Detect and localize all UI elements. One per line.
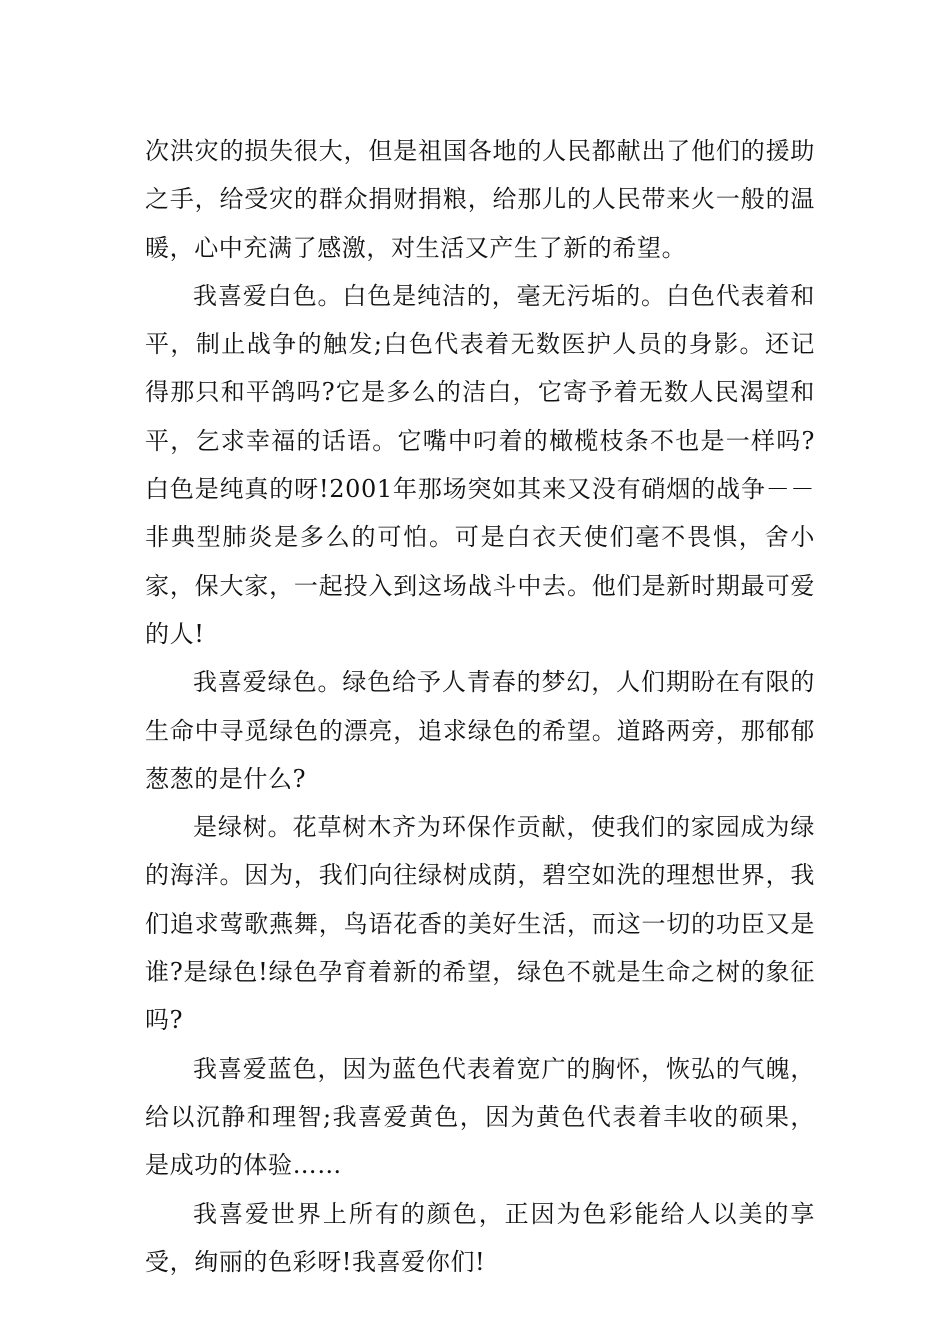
paragraph-green-trees: 是绿树。花草树木齐为环保作贡献，使我们的家园成为绿的海洋。因为，我们向往绿树成荫，碧空如洗的理想世界，我们追求莺歌燕舞，鸟语花香的美好生活，而这一切的功臣又是谁?是绿色!绿色孕育着新的希望，绿色不就是生命之树的象征吗? (145, 813, 815, 1035)
paragraph-green: 我喜爱绿色。绿色给予人青春的梦幻，人们期盼在有限的生命中寻觅绿色的漂亮，追求绿色的希望。道路两旁，那郁郁葱葱的是什么? (145, 668, 815, 793)
paragraph-blue-yellow: 我喜爱蓝色，因为蓝色代表着宽广的胸怀，恢弘的气魄，给以沉静和理智;我喜爱黄色，因为黄色代表着丰收的硕果，是成功的体验…… (145, 1054, 815, 1180)
paragraph-white: 我喜爱白色。白色是纯洁的，毫无污垢的。白色代表着和平，制止战争的触发;白色代表着无数医护人员的身影。还记得那只和平鸽吗?它是多么的洁白，它寄予着无数人民渴望和平，乞求幸福的话语。它嘴中叼着的橄榄枝条不也是一样吗?白色是纯真的呀!2001年那场突如其来又没有硝烟的战争－－非典型肺炎是多么的可怕。可是白衣天使们毫不畏惧，舍小家，保大家，一起投入到这场战斗中去。他们是新时期最可爱的人! (145, 281, 815, 648)
body-text (145, 127, 815, 1286)
paragraph-continued: 次洪灾的损失很大，但是祖国各地的人民都献出了他们的援助之手，给受灾的群众捐财捐粮，给那儿的人民带来火一般的温暖，心中充满了感激，对生活又产生了新的希望。 (145, 137, 815, 262)
paragraph-all-colors: 我喜爱世界上所有的颜色，正因为色彩能给人以美的享受，绚丽的色彩呀!我喜爱你们! (145, 1199, 815, 1276)
